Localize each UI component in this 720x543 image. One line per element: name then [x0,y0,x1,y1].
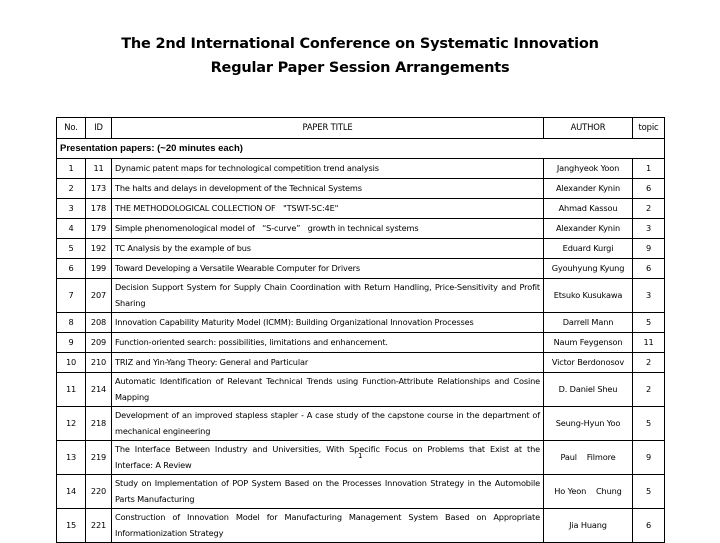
cell-title: Function-oriented search: possibilities, limitations and enhancement. [112,333,544,353]
table-row [57,199,665,219]
cell-title: The Interface Between Industry and Universities, With Specific Focus on Problems that Exist at the Interface: A Review [112,441,544,475]
cell-no: 4 [57,219,86,239]
cell-author: Paul Filmore [544,441,633,475]
column-header-id: ID [86,118,112,139]
table-header-row [57,118,665,139]
document-title: The 2nd International Conference on Systematic Innovation [121,36,599,52]
cell-id: 210 [86,353,112,373]
table-row [57,219,665,239]
cell-author: Jia Huang [544,509,633,543]
cell-topic: 6 [633,179,665,199]
cell-author: Victor Berdonosov [544,353,633,373]
table-row [57,313,665,333]
column-header-author: AUTHOR [544,118,633,139]
cell-title: Study on Implementation of POP System Based on the Processes Innovation Strategy in the Automobile Parts Manufacturing [112,475,544,509]
cell-author: Alexander Kynin [544,219,633,239]
cell-no: 6 [57,259,86,279]
cell-author: Etsuko Kusukawa [544,279,633,313]
cell-topic: 9 [633,441,665,475]
cell-id: 207 [86,279,112,313]
cell-author: Eduard Kurgi [544,239,633,259]
cell-id: 178 [86,199,112,219]
cell-id: 179 [86,219,112,239]
cell-topic: 5 [633,475,665,509]
cell-no: 10 [57,353,86,373]
cell-author: Naum Feygenson [544,333,633,353]
column-header-topic: topic [633,118,665,139]
cell-id: 199 [86,259,112,279]
cell-topic: 6 [633,509,665,543]
table-row [57,353,665,373]
table-row [57,509,665,543]
cell-topic: 1 [633,159,665,179]
cell-no: 13 [57,441,86,475]
cell-author: Seung-Hyun Yoo [544,407,633,441]
cell-id: 208 [86,313,112,333]
cell-topic: 3 [633,279,665,313]
cell-title: TRIZ and Yin-Yang Theory: General and Particular [112,353,544,373]
table-row [57,259,665,279]
column-header-title: PAPER TITLE [112,118,544,139]
table-row [57,407,665,441]
cell-title: Innovation Capability Maturity Model (ICMM): Building Organizational Innovation Processes [112,313,544,333]
cell-no: 1 [57,159,86,179]
cell-author: Gyouhyung Kyung [544,259,633,279]
cell-no: 8 [57,313,86,333]
cell-no: 12 [57,407,86,441]
cell-no: 14 [57,475,86,509]
cell-id: 221 [86,509,112,543]
table-row [57,239,665,259]
table-row [57,159,665,179]
cell-topic: 5 [633,313,665,333]
table-row [57,279,665,313]
cell-author: D. Daniel Sheu [544,373,633,407]
cell-title: Simple phenomenological model of “S-curve” growth in technical systems [112,219,544,239]
cell-id: 209 [86,333,112,353]
cell-topic: 2 [633,353,665,373]
cell-id: 192 [86,239,112,259]
cell-topic: 2 [633,373,665,407]
cell-author: Ahmad Kassou [544,199,633,219]
cell-topic: 6 [633,259,665,279]
cell-title: Decision Support System for Supply Chain Coordination with Return Handling, Price-Sensitivity and Profit Sharing [112,279,544,313]
cell-no: 11 [57,373,86,407]
cell-id: 173 [86,179,112,199]
paper-session-table [56,117,665,543]
cell-title: THE METHODOLOGICAL COLLECTION OF "TSWT-5C:4E" [112,199,544,219]
cell-author: Ho Yeon Chung [544,475,633,509]
cell-no: 9 [57,333,86,353]
column-header-no: No. [57,118,86,139]
cell-title: Toward Developing a Versatile Wearable Computer for Drivers [112,259,544,279]
cell-id: 219 [86,441,112,475]
cell-title: Construction of Innovation Model for Manufacturing Management System Based on Appropriate Informationization Strategy [112,509,544,543]
cell-topic: 5 [633,407,665,441]
cell-no: 2 [57,179,86,199]
cell-title: Automatic Identification of Relevant Technical Trends using Function-Attribute Relationships and Cosine Mapping [112,373,544,407]
table-row [57,333,665,353]
table-row [57,475,665,509]
cell-id: 218 [86,407,112,441]
page-number: 1 [358,452,363,460]
cell-title: Dynamic patent maps for technological competition trend analysis [112,159,544,179]
cell-id: 214 [86,373,112,407]
cell-title: Development of an improved stapless stapler - A case study of the capstone course in the department of mechanical engineering [112,407,544,441]
cell-title: TC Analysis by the example of bus [112,239,544,259]
cell-topic: 9 [633,239,665,259]
cell-id: 11 [86,159,112,179]
table-row [57,179,665,199]
section-label: Presentation papers: (~20 minutes each) [57,139,665,159]
cell-author: Janghyeok Yoon [544,159,633,179]
cell-topic: 3 [633,219,665,239]
cell-title: The halts and delays in development of the Technical Systems [112,179,544,199]
cell-topic: 2 [633,199,665,219]
cell-topic: 11 [633,333,665,353]
table-row [57,373,665,407]
cell-author: Darrell Mann [544,313,633,333]
cell-no: 7 [57,279,86,313]
section-row [57,139,665,159]
cell-no: 5 [57,239,86,259]
cell-id: 220 [86,475,112,509]
cell-author: Alexander Kynin [544,179,633,199]
document-subtitle: Regular Paper Session Arrangements [210,60,510,76]
cell-no: 15 [57,509,86,543]
cell-no: 3 [57,199,86,219]
